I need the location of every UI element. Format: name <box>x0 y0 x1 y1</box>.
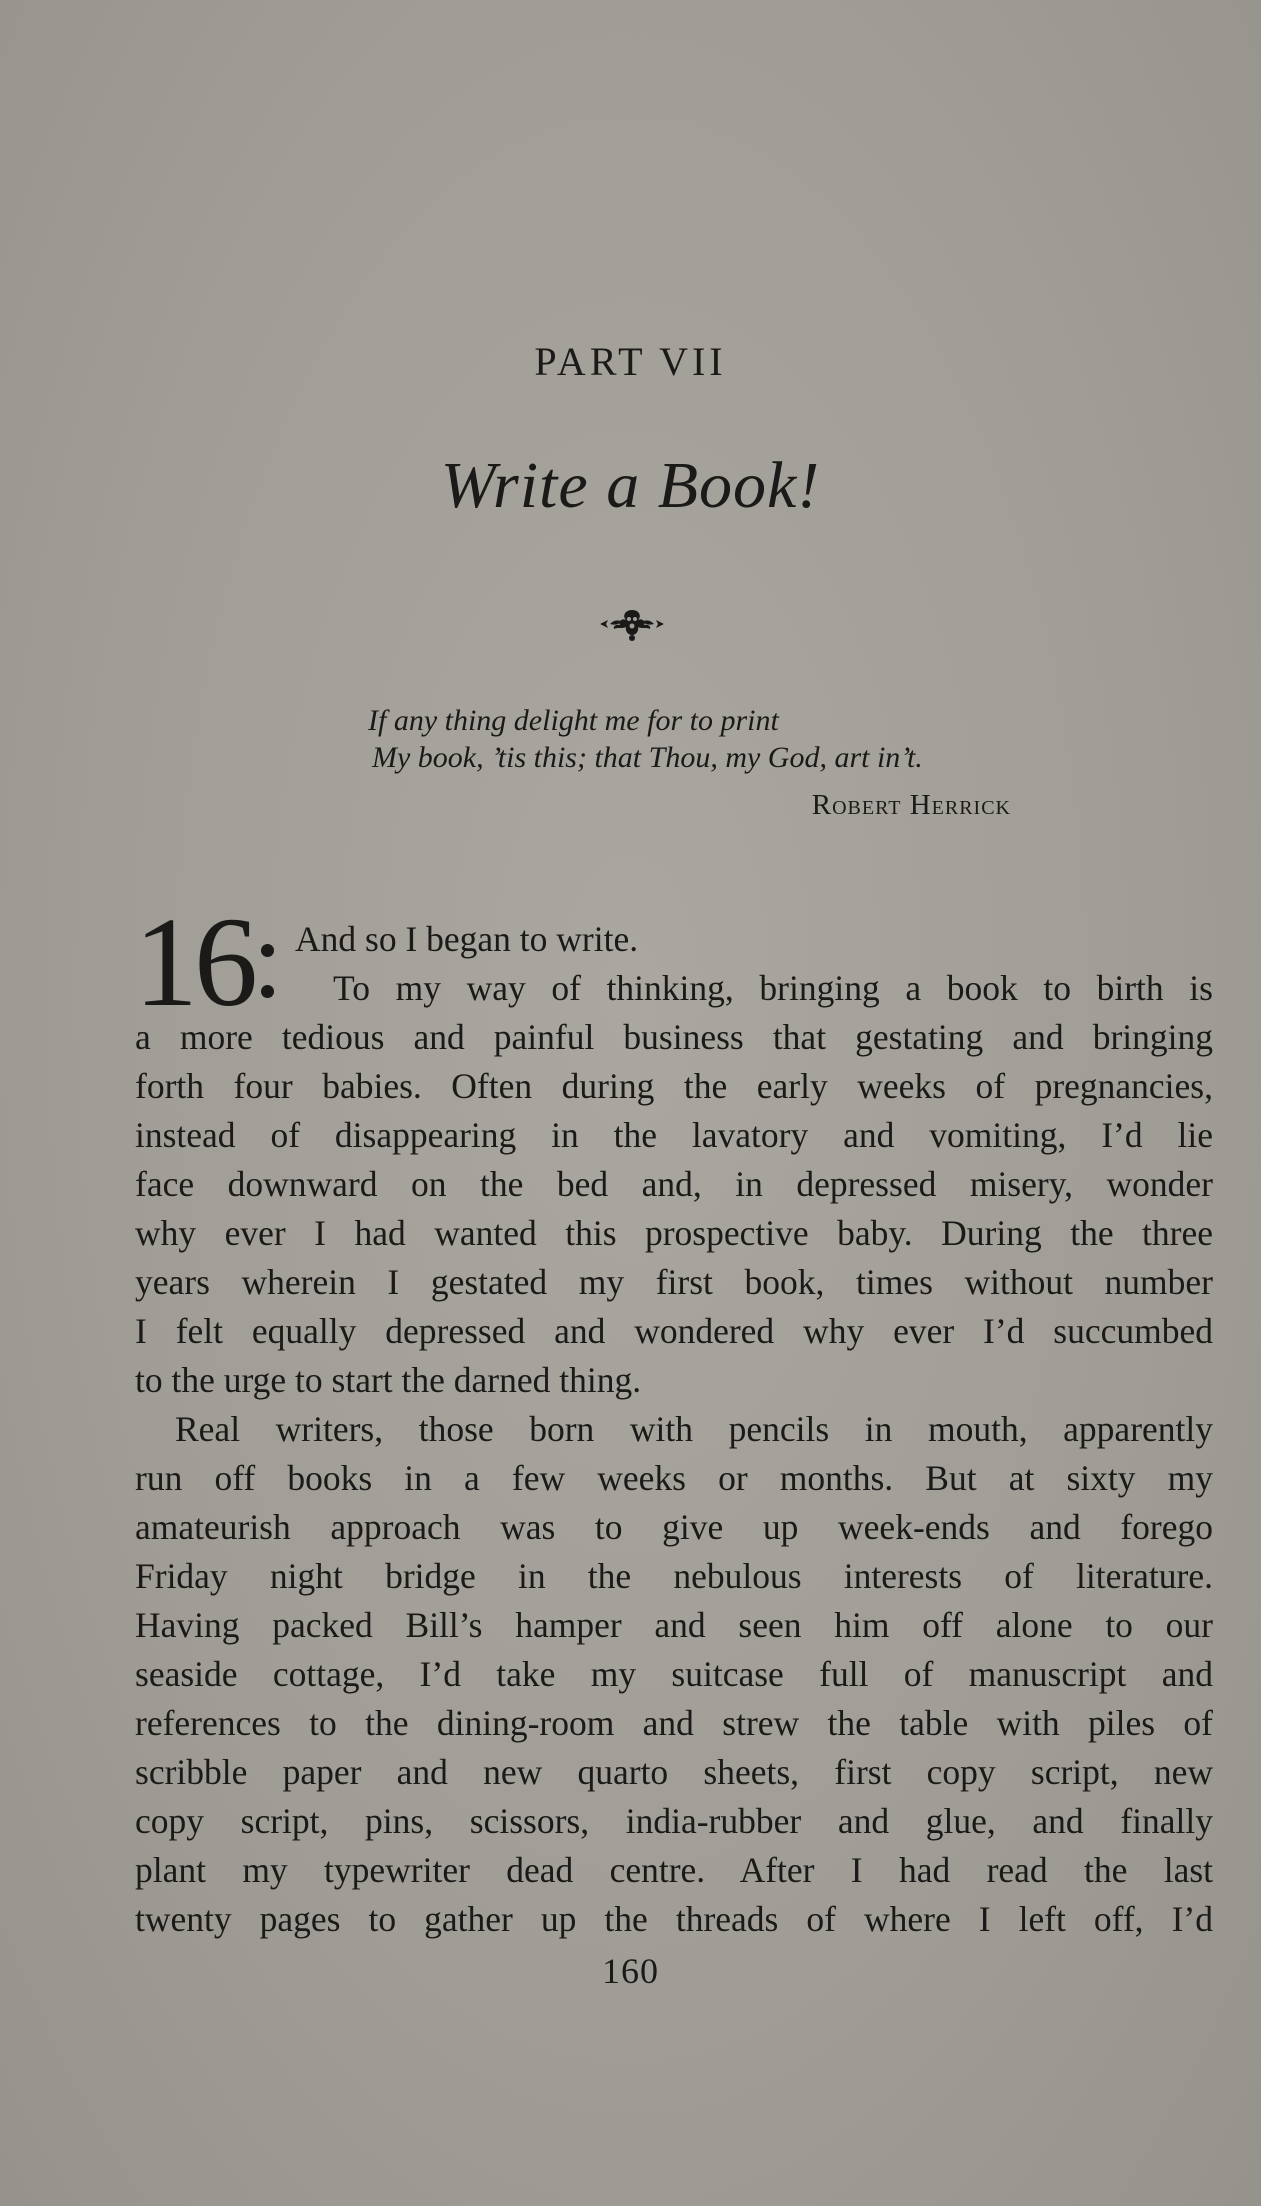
part-heading: PART VII <box>534 339 727 384</box>
body-line: references to the dining-room and strew the table with piles of <box>135 1703 1213 1743</box>
fleuron-ornament-icon <box>592 604 672 644</box>
body-line: I felt equally depressed and wondered why ever I’d succumbed <box>135 1311 1213 1351</box>
body-line: Having packed Bill’s hamper and seen him off alone to our <box>135 1605 1213 1645</box>
body-line: years wherein I gestated my first book, times without number <box>135 1262 1213 1302</box>
chapter-number: 16 <box>134 891 254 1033</box>
epigraph <box>368 702 1028 776</box>
chapter-number-dot <box>261 985 274 998</box>
body-line: amateurish approach was to give up week-ends and forego <box>135 1507 1213 1547</box>
body-line: seaside cottage, I’d take my suitcase full of manuscript and <box>135 1654 1213 1694</box>
body-line: face downward on the bed and, in depressed misery, wonder <box>135 1164 1213 1204</box>
body-line: scribble paper and new quarto sheets, first copy script, new <box>135 1752 1213 1792</box>
body-line: twenty pages to gather up the threads of where I left off, I’d <box>135 1899 1213 1939</box>
epigraph-line: My book, ’tis this; that Thou, my God, art in’t. <box>372 741 923 774</box>
body-line: instead of disappearing in the lavatory and vomiting, I’d lie <box>135 1115 1213 1155</box>
epigraph-attribution: Robert Herrick <box>811 789 1011 821</box>
body-line: run off books in a few weeks or months. But at sixty my <box>135 1458 1213 1498</box>
body-line: And so I began to write. <box>295 919 639 959</box>
body-line: plant my typewriter dead centre. After I had read the last <box>135 1850 1213 1890</box>
body-line: why ever I had wanted this prospective baby. During the three <box>135 1213 1213 1253</box>
chapter-title: Write a Book! <box>440 449 821 522</box>
epigraph-line: If any thing delight me for to print <box>368 704 779 737</box>
body-line: Real writers, those born with pencils in mouth, apparently <box>175 1409 1213 1449</box>
body-line: copy script, pins, scissors, india-rubber and glue, and finally <box>135 1801 1213 1841</box>
page-number: 160 <box>602 1951 659 1991</box>
body-line: Friday night bridge in the nebulous interests of literature. <box>135 1556 1213 1596</box>
body-line: To my way of thinking, bringing a book to birth is <box>333 968 1213 1008</box>
body-line: a more tedious and painful business that gestating and bringing <box>135 1017 1213 1057</box>
body-line: forth four babies. Often during the early weeks of pregnancies, <box>135 1066 1213 1106</box>
chapter-number-dot <box>261 944 274 957</box>
body-line: to the urge to start the darned thing. <box>135 1360 642 1400</box>
